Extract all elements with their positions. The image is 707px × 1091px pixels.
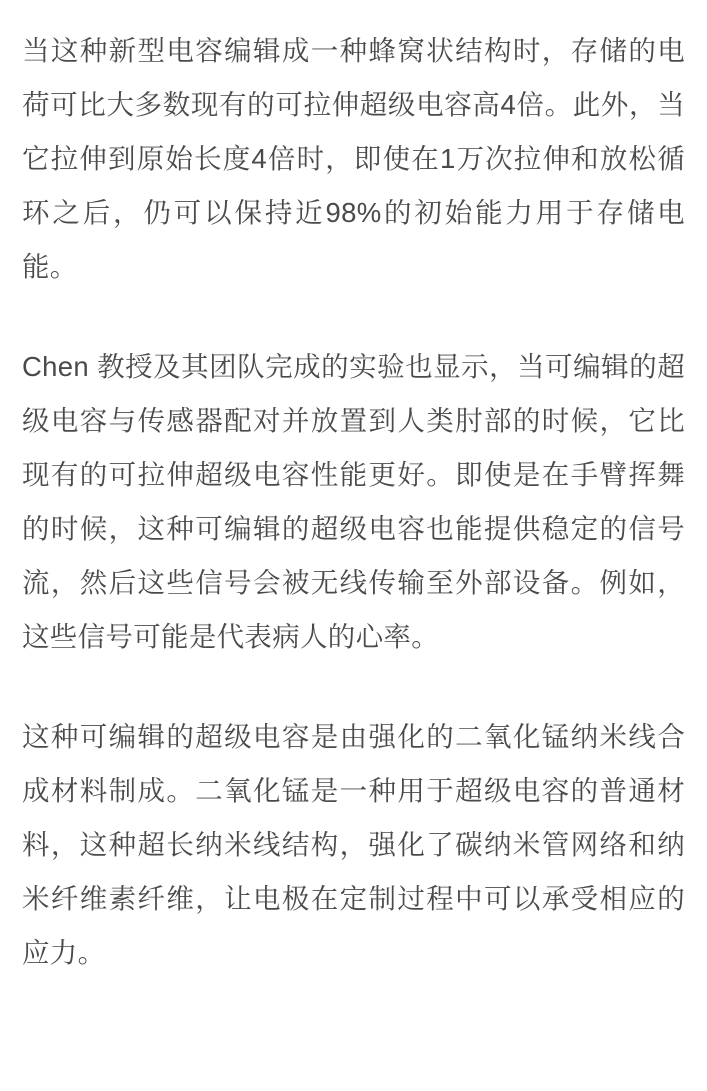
paragraph-3: 这种可编辑的超级电容是由强化的二氧化锰纳米线合成材料制成。二氧化锰是一种用于超级电容的普通材料，这种超长纳米线结构，强化了碳纳米管网络和纳米纤维素纤维，让电极在定制过程中可以承受相应的应力。 [22, 721, 685, 968]
paragraph-2: Chen 教授及其团队完成的实验也显示，当可编辑的超级电容与传感器配对并放置到人类肘部的时候，它比现有的可拉伸超级电容性能更好。即使是在手臂挥舞的时候，这种可编辑的超级电容也能提供稳定的信号流，然后这些信号会被无线传输至外部设备。例如，这些信号可能是代表病人的心率。 [22, 351, 685, 652]
paragraph-1: 当这种新型电容编辑成一种蜂窝状结构时，存储的电荷可比大多数现有的可拉伸超级电容高4倍。此外，当它拉伸到原始长度4倍时，即使在1万次拉伸和放松循环之后，仍可以保持近98%的初始能力用于存储电能。 [22, 35, 685, 282]
